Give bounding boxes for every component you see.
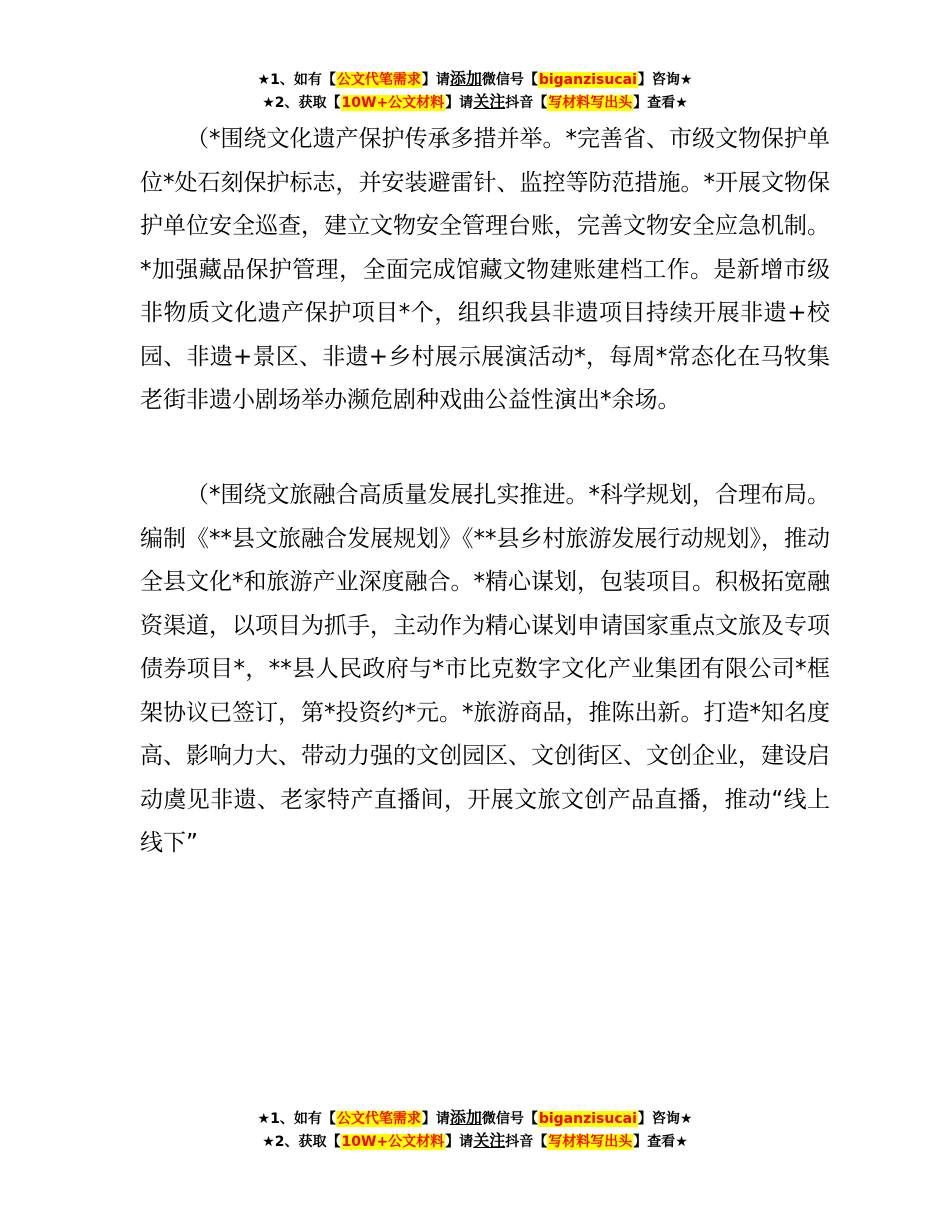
document-body [140,0,830,1230]
banner-highlight: 公文代笔需求 [336,72,421,88]
banner-line-2 [0,1130,950,1153]
banner-text: ★1、如有【 [257,72,336,88]
banner-underlined-text: 添加 [449,1108,482,1127]
banner-text: 微信号【 [481,1111,538,1127]
banner-highlight: 10W+公文材料 [341,95,445,111]
banner-text: 】请 [445,1134,474,1150]
banner-underlined-text: 关注 [473,92,506,111]
banner-underlined-text: 添加 [449,69,482,88]
banner-text: 】查看★ [633,95,688,111]
banner-highlight: 公文代笔需求 [336,1111,421,1127]
banner-text: ★2、获取【 [262,95,341,111]
banner-text: 】咨询★ [637,72,693,88]
banner-text: ★1、如有【 [257,1111,336,1127]
banner-text: 】请 [421,72,450,88]
paragraph-culture-tourism: （*围绕文旅融合高质量发展扎实推进。*科学规划，合理布局。编制《**县文旅融合发展规划》《**县乡村旅游发展行动规划》，推动全县文化*和旅游产业深度融合。*精心谋划，包装项目。积极拓宽融资渠道，以项目为抓手，主动作为精心谋划申请国家重点文旅及专项债券项目*，**县人民政府与*市比克数字文化产业集团有限公司*框架协议已签订，第*投资约*元。*旅游商品，推陈出新。打造*知名度高、影响力大、带动力强的文创园区、文创街区、文创企业，建设启动虞见非遗、老家特产直播间，开展文旅文创产品直播，推动“线上线下” [140,482,830,856]
banner-text: 】请 [421,1111,450,1127]
paragraph-cultural-heritage: （*围绕文化遗产保护传承多措并举。*完善省、市级文物保护单位*处石刻保护标志，并安装避雷针、监控等防范措施。*开展文物保护单位安全巡查，建立文物安全管理台账，完善文物安全应急机制。*加强藏品保护管理，全面完成馆藏文物建账建档工作。是新增市级非物质文化遗产保护项目*个，组织我县非遗项目持续开展非遗+校园、非遗+景区、非遗+乡村展示展演活动*，每周*常态化在马牧集老街非遗小剧场举办濒危剧种戏曲公益性演出*余场。 [140,126,830,413]
banner-highlight: 写材料写出头 [548,95,633,111]
banner-text: 】请 [445,95,474,111]
banner-highlight: biganzisucai [538,72,637,88]
banner-line-1 [0,1107,950,1130]
banner-highlight: 写材料写出头 [548,1134,633,1150]
banner-highlight: biganzisucai [538,1111,637,1127]
banner-text: 】查看★ [633,1134,688,1150]
banner-text: 抖音【 [505,95,548,111]
banner-text: ★2、获取【 [262,1134,341,1150]
banner-text: 】咨询★ [637,1111,693,1127]
banner-highlight: 10W+公文材料 [341,1134,445,1150]
footer-banner [0,1107,950,1153]
banner-text: 微信号【 [481,72,538,88]
banner-text: 抖音【 [505,1134,548,1150]
banner-underlined-text: 关注 [473,1131,506,1150]
